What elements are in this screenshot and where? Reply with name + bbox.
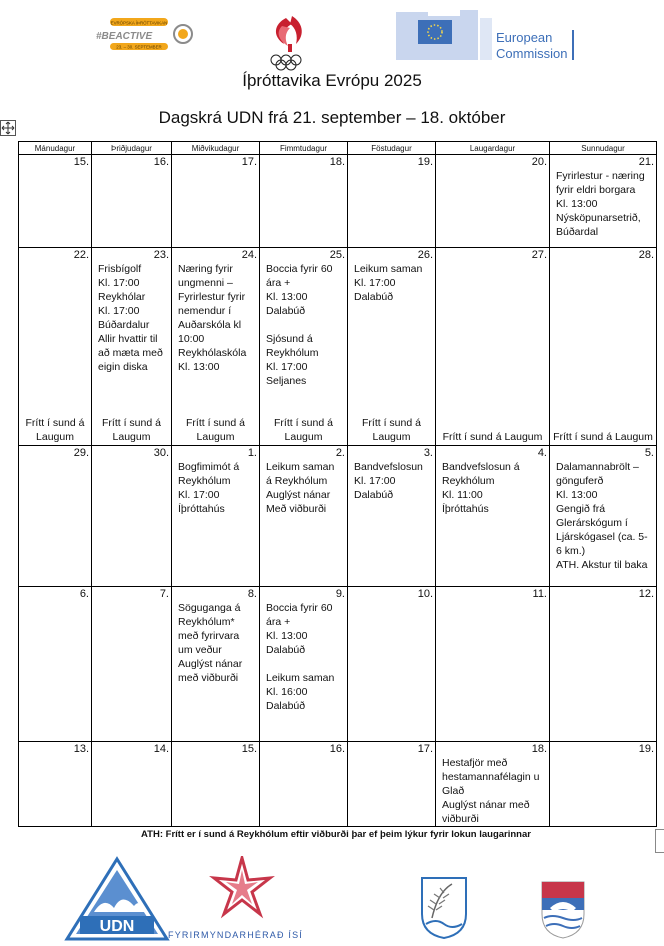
calendar-day-cell [436,446,550,587]
day-number: 9. [335,588,345,600]
svg-text:Commission: Commission [496,46,568,61]
day-number: 8. [247,588,257,600]
calendar-day-cell [92,742,172,827]
svg-text:FYRIRMYNDARHÉRAÐ ÍSÍ: FYRIRMYNDARHÉRAÐ ÍSÍ [168,930,304,940]
day-number: 15. [73,156,89,168]
page-title: Íþróttavika Evrópu 2025 [242,71,422,90]
calendar-day-cell [172,742,260,827]
calendar-day-cell [550,248,657,446]
day-number: 16. [329,743,345,755]
day-number: 5. [644,447,654,459]
day-events: Boccia fyrir 60 ára + Kl. 13:00 Dalabúð Sjósund á Reykhólum Kl. 17:00 Seljanes [266,263,333,387]
day-number: 23. [153,249,169,261]
day-events: Söguganga á Reykhólum* með fyrirvara um veður Auglýst nánar með viðburði [178,602,243,684]
calendar-day-cell [172,446,260,587]
calendar-week-row [19,248,657,446]
free-swim-note: Frítt í sund á Laugum [25,417,85,443]
calendar-day-cell [19,742,92,827]
weekday-header: Miðvikudagur [172,142,260,155]
day-events: Leikum saman Kl. 17:00 Dalabúð [354,263,423,303]
free-swim-note: Frítt í sund á Laugum [102,417,161,443]
european-commission-logo [394,8,580,64]
day-events: Næring fyrir ungmenni – Fyrirlestur fyrir nemendur í Auðarskóla kl 10:00 Reykhólaskóla Kl. 13:00 [178,263,247,373]
calendar-day-cell [260,742,348,827]
day-number: 22. [73,249,89,261]
day-number: 11. [532,588,547,600]
day-events: Fyrirlestur - næring fyrir eldri borgara Kl. 13:00 Nýsköpunarsetrið, Búðardal [556,170,645,238]
calendar-day-cell [260,155,348,248]
day-number: 20. [531,156,547,168]
calendar-week-row [19,742,657,827]
calendar-day-cell [92,587,172,742]
calendar-day-cell [19,155,92,248]
day-number: 18. [531,743,547,755]
day-number: 28. [638,249,654,261]
day-events: Dalamannabrölt – gönguferð Kl. 13:00 Gengið frá Glerárskógum í Ljárskógasel (ca. 5-6 km.) ATH. Akstur til baka [556,461,648,571]
svg-text:23. – 30. SEPTEMBER: 23. – 30. SEPTEMBER [116,44,162,50]
day-number: 2. [335,447,345,459]
calendar-table [18,141,657,827]
day-number: 27. [531,249,547,261]
weekday-header: Mánudagur [19,142,92,155]
free-swim-note: Frítt í sund á Laugum [442,431,543,443]
svg-text:#BEACTIVE: #BEACTIVE [96,31,153,42]
free-swim-note: Frítt í sund á Laugum [186,417,245,443]
calendar-day-cell [550,155,657,248]
calendar-day-cell [260,587,348,742]
day-number: 15. [241,743,257,755]
free-swim-note: Frítt í sund á Laugum [274,417,333,443]
calendar-day-cell [348,446,436,587]
free-swim-note: Frítt í sund á Laugum [553,431,653,443]
calendar-day-cell [348,155,436,248]
day-number: 12. [638,588,654,600]
day-number: 29. [73,447,89,459]
header-logos [0,8,664,68]
calendar-day-cell [436,742,550,827]
free-swim-note: Frítt í sund á Laugum [362,417,421,443]
dalabyggd-logo [538,878,588,940]
day-events: Leikum saman á Reykhólum Auglýst nánar Með viðburði [266,461,335,515]
day-number: 25. [329,249,345,261]
calendar-day-cell [348,248,436,446]
day-events: Bogfimimót á Reykhólum Kl. 17:00 Íþróttahús [178,461,240,515]
page-edge-marker [655,829,664,853]
calendar-day-cell [348,742,436,827]
day-number: 21. [638,156,654,168]
weekday-header-row [19,142,657,155]
day-events: Boccia fyrir 60 ára + Kl. 13:00 Dalabúð Leikum saman Kl. 16:00 Dalabúð [266,602,335,712]
calendar-day-cell [92,446,172,587]
day-number: 19. [417,156,433,168]
weekday-header: Föstudagur [348,142,436,155]
day-events: Bandvefslosun Kl. 17:00 Dalabúð [354,461,423,501]
calendar-week-row [19,587,657,742]
reykholahreppur-logo [418,874,470,940]
calendar-day-cell [172,155,260,248]
svg-text:UDN: UDN [99,918,135,935]
calendar-day-cell [172,587,260,742]
day-number: 26. [417,249,433,261]
day-events: Frisbígolf Kl. 17:00 Reykhólar Kl. 17:00 Búðardalur Allir hvattir til að mæta með eigin diska [98,263,163,373]
calendar-day-cell [436,155,550,248]
calendar-week-row [19,446,657,587]
page-subtitle: Dagskrá UDN frá 21. september – 18. október [158,108,506,127]
beactive-logo [92,16,196,58]
calendar-day-cell [348,587,436,742]
isi-logo [262,12,318,72]
day-number: 16. [153,156,169,168]
day-number: 6. [79,588,89,600]
weekday-header: Fimmtudagur [260,142,348,155]
day-events: Hestafjör með hestamannafélagin u Glað Auglýst nánar með viðburði [442,757,540,825]
day-number: 14. [153,743,169,755]
day-number: 3. [423,447,433,459]
calendar-day-cell [19,587,92,742]
calendar-day-cell [92,155,172,248]
day-number: 4. [537,447,547,459]
calendar-day-cell [260,446,348,587]
day-number: 30. [153,447,169,459]
day-number: 17. [241,156,257,168]
day-number: 18. [329,156,345,168]
day-number: 1. [247,447,257,459]
day-number: 19. [638,743,654,755]
day-number: 17. [417,743,433,755]
svg-text:European: European [496,30,553,45]
calendar-day-cell [436,248,550,446]
day-events: Bandvefslosun á Reykhólum Kl. 11:00 Íþróttahús [442,461,520,515]
calendar-day-cell [92,248,172,446]
footer-note: ATH: Frítt er í sund á Reykhólum eftir viðburði þar ef þeim lýkur fyrir lokun laugarinnar [141,829,531,840]
calendar-day-cell [19,446,92,587]
calendar-day-cell [550,742,657,827]
fyrirmyndarherad-logo [168,856,318,942]
udn-logo [64,856,170,942]
calendar-day-cell [19,248,92,446]
svg-text:EVRÓPSKA ÍÞRÓTTAVIKAN: EVRÓPSKA ÍÞRÓTTAVIKAN [110,20,168,26]
day-number: 7. [159,588,169,600]
weekday-header: Laugardagur [436,142,550,155]
calendar-day-cell [550,587,657,742]
calendar-week-row [19,155,657,248]
weekday-header: Þriðjudagur [92,142,172,155]
calendar-day-cell [550,446,657,587]
day-number: 10. [417,588,433,600]
calendar-day-cell [260,248,348,446]
weekday-header: Sunnudagur [550,142,657,155]
day-number: 24. [241,249,257,261]
day-number: 13. [73,743,89,755]
table-move-handle-icon[interactable] [0,120,16,136]
calendar-day-cell [436,587,550,742]
calendar-day-cell [172,248,260,446]
